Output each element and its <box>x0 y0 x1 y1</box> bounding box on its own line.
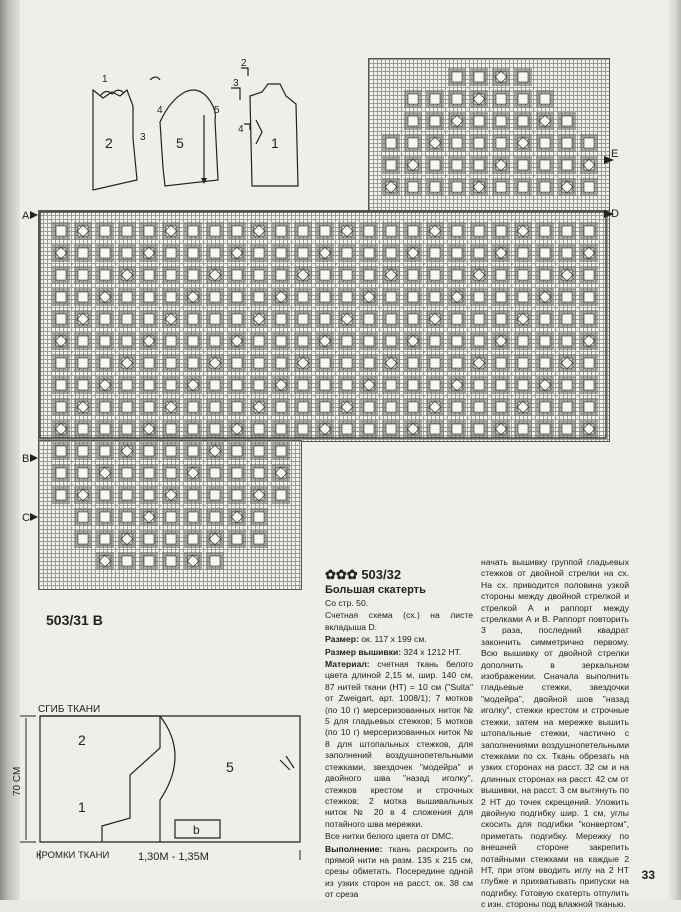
threads-note: Все нитки белого цвета от DMC. <box>325 831 454 842</box>
size-value: ок. 117 x 199 см. <box>361 634 427 645</box>
chart-code-label: 503/31 B <box>46 612 103 628</box>
execution-continued: начать вышивку группой гладьевых стежков от двойной стрелки на сх. На сх. приводится половина узкой стороны между двойной стрелкой и стрелкой А и раппорт между стрелками А и В. Раппорт повторить 3 раза, последний квадрат закончить симметрично первому. Всю вышивку от двойной стрелки дополнить в зеркальном изображении. Сначала выполнить гладьевые стежки, звездочки "модейра", двойной шов "назад иголку", стежки крестом и строчные стежки, затем на мережке вышить штопальные стежки, частично с заполнениями воздушнопетельными стежками по сх. Ткань обрезать на узких сторонах на расст. 32 см и на длинных сторонах на расст. 42 см от вышивки, на расст. 3 см вытянуть по 2 НТ до точек скрещений. Уложить двойную подгибку шир. 1 см, углы скосить для подгибки "конвертом", приметать подгибку. Мережку по внешней стороне закрепить потайными стежками на каждые 2 НТ, при этом вводить иглу на 2 НТ глубже и прихватывать припуски на подгибку. Готовую скатерть отпулить с изн. стороны под влажной тканью. <box>481 557 629 910</box>
marker-c: C <box>22 512 30 524</box>
sketch-label-5b: 5 <box>214 105 220 116</box>
article-column-2 <box>481 557 629 912</box>
layout-width-label: 1,30М - 1,35М <box>138 851 209 863</box>
layout-piece-5: 5 <box>226 759 234 775</box>
layout-piece-2: 2 <box>78 732 86 748</box>
marker-a: A <box>22 210 30 222</box>
see-page: Со стр. 50. <box>325 598 369 608</box>
material-text: счетная ткань белого цвета длиной 2,15 м, шир. 140 см, 87 нитей ткани (НТ) = 10 см ("Suita" от Zweigart, арт. 1008/1); 7 мотков (по 10 г) мерсеризованных ниток № 5 для гладьевых стежков; 5 мотков (по 10 г) мерсеризованных ниток № 8 для штопальных стежков, для заполнений воздушнопетельными стежками, звездочек "модейра" и двойного шва "назад иголку", стежков крестом и строчных стежков; 2 мотка вышивальных ниток № 20 в 4 сложения для потайного шва мережки. <box>325 659 474 829</box>
article-column-1 <box>325 598 473 902</box>
sketch-label-3b: 3 <box>233 78 239 89</box>
article-number: ✿✿✿ 503/32 <box>325 567 402 582</box>
sketch-label-1b: 1 <box>271 135 279 151</box>
material-label: Материал: <box>325 659 370 670</box>
sketch-label-5a: 5 <box>176 135 184 151</box>
marker-d: D <box>611 208 619 220</box>
layout-piece-1: 1 <box>78 799 86 815</box>
execution-text: ткань раскроить по прямой нити на разм. 135 x 215 см, срезы обметать. Посередине одной из узких сторон на расст. ок. 38 см от среза <box>325 843 474 900</box>
page-number: 33 <box>641 868 655 882</box>
layout-edges-label: КРОМКИ ТКАНИ <box>36 850 110 861</box>
sketch-label-4b: 4 <box>238 124 244 135</box>
layout-piece-b: b <box>193 823 200 837</box>
embroidery-size-value: 324 x 1212 НТ. <box>403 646 462 657</box>
scheme-note: Счетная схема (сх.) на листе вкладыша D. <box>325 610 473 632</box>
sketch-label-2b: 2 <box>241 58 247 69</box>
article-title: Большая скатерть <box>325 584 426 596</box>
marker-b: B <box>22 453 30 465</box>
sketch-label-2a: 2 <box>105 135 113 151</box>
sketch-label-4a: 4 <box>157 105 163 116</box>
marker-e: E <box>611 148 619 160</box>
size-label: Размер: <box>325 634 359 645</box>
difficulty-icon: ✿✿✿ <box>325 567 358 582</box>
execution-label: Выполнение: <box>325 843 383 854</box>
sketch-label-3a: 3 <box>140 132 146 143</box>
layout-fold-label: СГИБ ТКАНИ <box>38 704 101 715</box>
layout-height-label: 70 СМ <box>12 766 23 796</box>
sketch-label-1a: 1 <box>102 74 108 85</box>
embroidery-size-label: Размер вышивки: <box>325 646 402 657</box>
